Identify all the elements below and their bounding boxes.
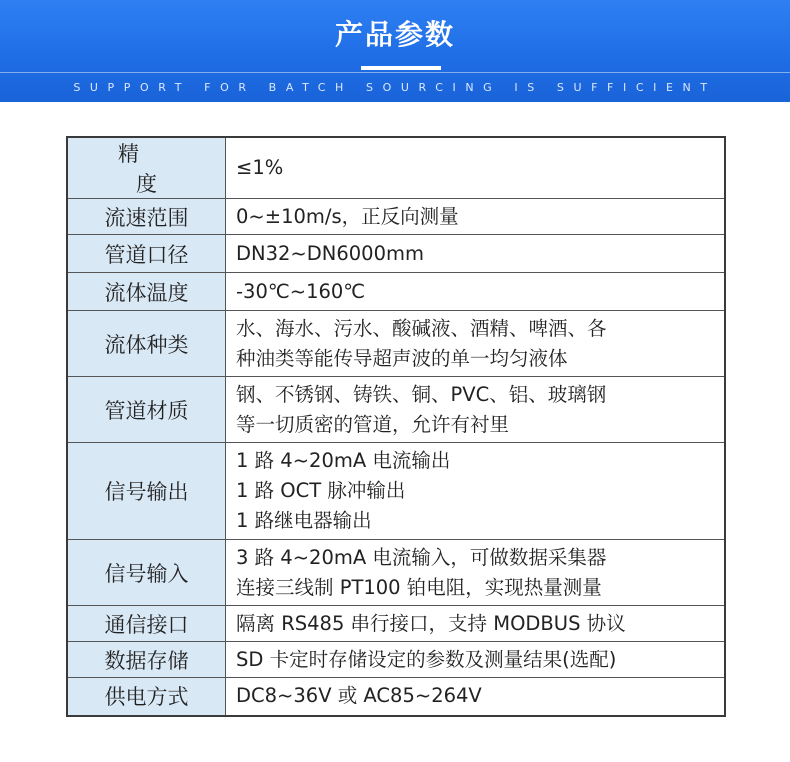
page-subtitle: SUPPORT FOR BATCH SOURCING IS SUFFICIENT [73, 81, 717, 94]
spec-value [226, 199, 726, 235]
spec-row-pipe-diameter [67, 235, 725, 273]
spec-value-line: 0~±10m/s，正反向测量 [236, 204, 459, 228]
spec-value-line: 1 路继电器输出 [236, 509, 372, 532]
spec-value [226, 377, 726, 443]
spec-row-fluid-type [67, 311, 725, 377]
spec-label: 流体温度 [67, 273, 226, 311]
spec-row-fluid-temperature [67, 273, 725, 311]
spec-label: 供电方式 [67, 678, 226, 716]
spec-label: 通信接口 [67, 606, 226, 642]
spec-value [226, 311, 726, 377]
spec-label: 流体种类 [67, 311, 226, 377]
spec-value-line: SD 卡定时存储设定的参数及测量结果(选配) [236, 647, 617, 671]
spec-label: 信号输出 [67, 443, 226, 540]
page-title: 产品参数 [334, 18, 455, 51]
spec-value-line: 种油类等能传导超声波的单一均匀液体 [236, 346, 568, 370]
spec-row-signal-output [67, 443, 725, 540]
spec-value-line: 水、海水、污水、酸碱液、酒精、啤酒、各 [236, 316, 607, 340]
spec-row-accuracy [67, 137, 725, 199]
spec-row-signal-input [67, 540, 725, 606]
spec-table [66, 136, 726, 717]
spec-value [226, 273, 726, 311]
banner-divider [0, 72, 790, 73]
spec-value-line: 1 路 4~20mA 电流输出 [236, 449, 451, 472]
title-underline [361, 66, 441, 70]
spec-label-text: 精 度 [118, 142, 232, 196]
spec-value [226, 137, 726, 199]
spec-value-line: 隔离 RS485 串行接口，支持 MODBUS 协议 [236, 611, 626, 635]
spec-row-flow-range [67, 199, 725, 235]
spec-value [226, 443, 726, 540]
spec-label [67, 137, 232, 199]
spec-label: 管道口径 [67, 235, 226, 273]
spec-value-line: 3 路 4~20mA 电流输入，可做数据采集器 [236, 545, 607, 569]
spec-value-line: DC8~36V 或 AC85~264V [236, 684, 482, 708]
spec-label: 信号输入 [67, 540, 226, 606]
spec-row-data-storage [67, 642, 725, 678]
spec-value [226, 606, 726, 642]
spec-value-line: ≤1% [236, 156, 284, 179]
spec-value-line: -30℃~160℃ [236, 279, 366, 303]
spec-value [226, 678, 726, 716]
spec-row-power-supply [67, 678, 725, 716]
spec-value [226, 540, 726, 606]
spec-value [226, 642, 726, 678]
spec-value-line: 连接三线制 PT100 铂电阻，实现热量测量 [236, 575, 602, 599]
spec-row-communication [67, 606, 725, 642]
spec-row-pipe-material [67, 377, 725, 443]
header-banner [0, 0, 790, 102]
spec-value-line: 钢、不锈钢、铸铁、铜、PVC、铝、玻璃钢 [236, 382, 607, 406]
spec-value-line: 1 路 OCT 脉冲输出 [236, 479, 406, 502]
spec-value [226, 235, 726, 273]
spec-value-line: DN32~DN6000mm [236, 241, 424, 265]
spec-value-line: 等一切质密的管道，允许有衬里 [236, 412, 510, 436]
spec-label: 管道材质 [67, 377, 226, 443]
spec-label: 流速范围 [67, 199, 226, 235]
spec-label: 数据存储 [67, 642, 226, 678]
